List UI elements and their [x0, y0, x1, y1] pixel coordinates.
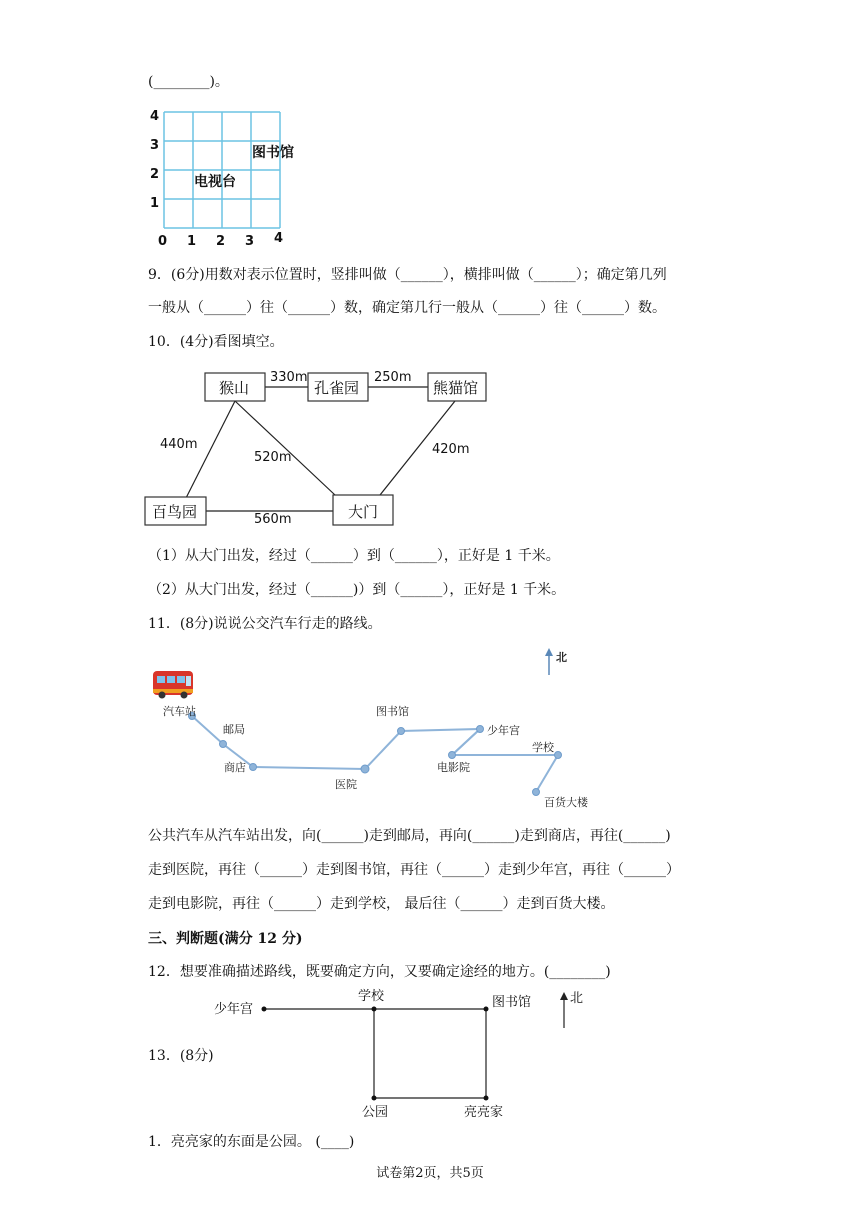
q12: 12．想要准确描述路线，既要确定方向，又要确定途经的地方。(________): [148, 964, 611, 980]
y-tick: 4: [150, 109, 160, 124]
bus-icon: [153, 671, 193, 699]
x-tick: 4: [274, 231, 284, 246]
q10-title: 10．(4分)看图填空。: [148, 334, 284, 350]
stop-hospital-dot: [361, 765, 369, 773]
dist-birds-gate: 560m: [254, 512, 292, 527]
map-park: 公园: [362, 1105, 389, 1120]
stop-post-dot: [220, 741, 227, 748]
grid-label-library: 图书馆: [252, 145, 294, 161]
stop-shop-dot: [250, 764, 257, 771]
q10-sub1: （1）从大门出发，经过（______）到（______），正好是 1 千米。: [148, 548, 560, 564]
grid-figure: [142, 108, 322, 248]
map-home: 亮亮家: [464, 1105, 504, 1120]
node-gate: 大门: [348, 503, 379, 521]
stop-cinema-dot: [449, 752, 456, 759]
q9-line1: 9．(6分)用数对表示位置时，竖排叫做（______），横排叫做（______）；确定第几列: [148, 267, 667, 283]
q13-title: 13．(8分): [148, 1048, 214, 1064]
stop-station: 汽车站: [163, 705, 196, 718]
stop-youth: 少年宫: [487, 724, 520, 737]
stop-post: 邮局: [223, 723, 245, 736]
stop-cinema: 电影院: [437, 761, 470, 774]
dist-peacock-panda: 250m: [374, 370, 412, 385]
x-tick: 1: [187, 234, 197, 249]
bus-route-map: [150, 645, 620, 815]
north-arrow-icon: [560, 992, 568, 1028]
stop-hospital: 医院: [335, 778, 357, 791]
q13-item1: 1．亮亮家的东面是公园。 (____): [148, 1134, 355, 1150]
stop-shop: 商店: [224, 761, 246, 774]
map-north: 北: [570, 991, 584, 1006]
y-tick: 3: [150, 138, 160, 153]
stop-library: 图书馆: [376, 705, 409, 718]
q9-line2: 一般从（______）往（______）数，确定第几行一般从（______）往（______）数。: [148, 300, 666, 316]
node-birds: 百鸟园: [152, 503, 198, 521]
grid-lines: [164, 112, 280, 228]
map-youth: 少年宫: [214, 1002, 254, 1017]
x-tick: 3: [245, 234, 255, 249]
q10-sub2: （2）从大门出发，经过（______)）到（______），正好是 1 千米。: [148, 582, 566, 598]
node-peacock: 孔雀园: [314, 379, 360, 397]
zoo-route-map: [140, 365, 500, 530]
top-answer-line: (________)。: [148, 74, 229, 90]
stop-youth-dot: [477, 726, 484, 733]
stop-store: 百货大楼: [544, 796, 588, 809]
north-label: 北: [556, 651, 567, 664]
q11-line3: 走到电影院，再往（______）走到学校， 最后往（______）走到百货大楼。: [148, 896, 615, 912]
dist-monkey-peacock: 330m: [270, 370, 308, 385]
grid-label-tv-station: 电视台: [194, 174, 236, 190]
stop-school: 学校: [532, 741, 554, 754]
dist-panda-gate: 420m: [432, 442, 470, 457]
q13-map: [210, 988, 590, 1118]
dist-monkey-birds: 440m: [160, 437, 198, 452]
node-monkey: 猴山: [219, 379, 250, 397]
x-tick: 0: [158, 234, 168, 249]
y-tick: 1: [150, 196, 160, 211]
stop-school-dot: [555, 752, 562, 759]
map-library: 图书馆: [492, 995, 532, 1010]
q11-line1: 公共汽车从汽车站出发，向(______)走到邮局，再向(______)走到商店，再往(______): [148, 828, 671, 844]
x-tick: 2: [216, 234, 226, 249]
stop-library-dot: [398, 728, 405, 735]
section-heading: 三、判断题(满分 12 分): [148, 931, 303, 947]
north-arrow-icon: [545, 648, 553, 675]
y-tick: 2: [150, 167, 160, 182]
map-school: 学校: [358, 989, 385, 1004]
node-panda: 熊猫馆: [433, 379, 479, 397]
q11-line2: 走到医院，再往（______）走到图书馆，再往（______）走到少年宫，再往（______）: [148, 862, 680, 878]
stop-store-dot: [533, 789, 540, 796]
dist-monkey-gate: 520m: [254, 450, 292, 465]
page-footer: 试卷第2页，共5页: [376, 1166, 484, 1181]
q11-title: 11．(8分)说说公交汽车行走的路线。: [148, 616, 382, 632]
